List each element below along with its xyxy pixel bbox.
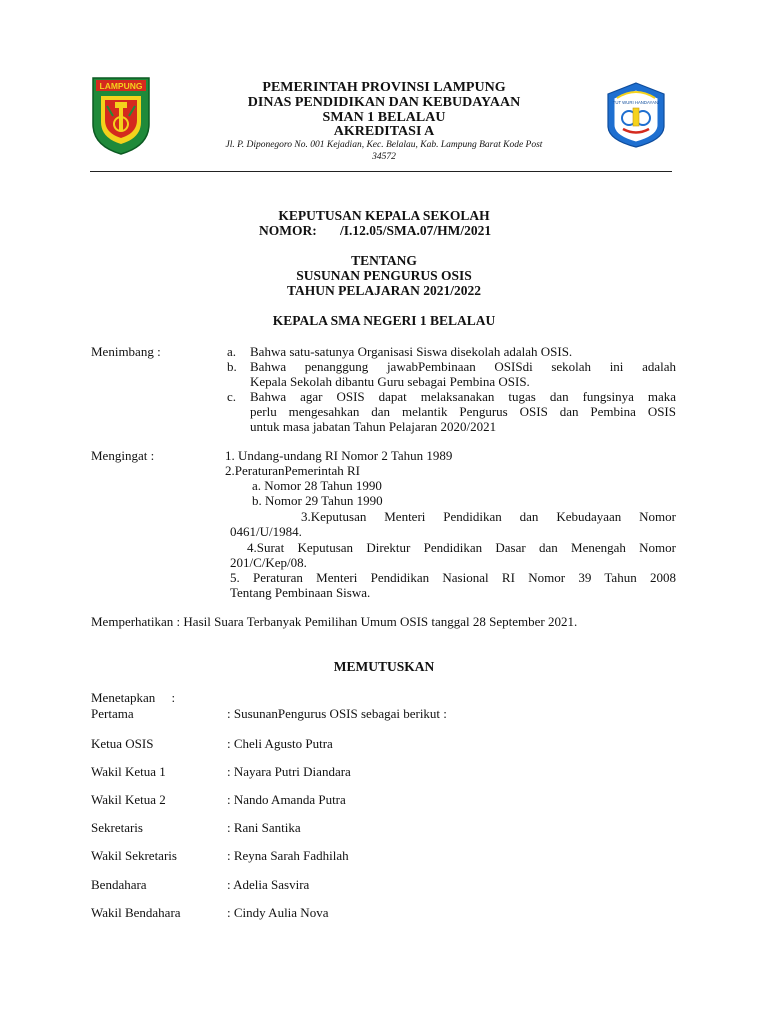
pertama-label: Pertama	[91, 706, 134, 721]
letterhead-school: SMAN 1 BELALAU	[322, 110, 446, 125]
pengurus-role: Wakil Sekretaris	[91, 848, 177, 863]
mengingat-item-2: 2.PeraturanPemerintah RI	[225, 463, 361, 478]
letterhead-divider	[90, 171, 672, 172]
mengingat-item-3-line1: 3.Keputusan Menteri Pendidikan dan Kebudayaan Nomor	[301, 509, 676, 524]
menimbang-c-line3: untuk masa jabatan Tahun Pelajaran 2020/2021	[250, 419, 497, 434]
mengingat-item-4-line2: 201/C/Kep/08.	[230, 555, 307, 570]
menimbang-c-line1: Bahwa agar OSIS dapat melaksanakan tugas dan fungsinya maka	[250, 389, 676, 404]
mengingat-item-2b: b. Nomor 29 Tahun 1990	[252, 493, 383, 508]
pengurus-role: Wakil Ketua 1	[91, 764, 166, 779]
mengingat-item-1: 1. Undang-undang RI Nomor 2 Tahun 1989	[225, 448, 453, 463]
pengurus-name: : Adelia Sasvira	[227, 877, 310, 892]
menimbang-a-mark: a.	[227, 344, 237, 359]
letterhead-agency: DINAS PENDIDIKAN DAN KEBUDAYAAN	[247, 95, 521, 110]
decree-subject: SUSUNAN PENGURUS OSIS	[296, 268, 472, 283]
decree-number-label: NOMOR:	[259, 223, 317, 238]
pertama-value: : SusunanPengurus OSIS sebagai berikut :	[227, 706, 447, 721]
lampung-logo-label: LAMPUNG	[99, 81, 143, 91]
decree-title: KEPUTUSAN KEPALA SEKOLAH	[278, 208, 490, 223]
mengingat-item-4-line1: 4.Surat Keputusan Direktur Pendidikan Dasar dan Menengah Nomor	[247, 540, 676, 555]
tut-wuri-logo-label: TUT WURI HANDAYANI	[612, 100, 660, 105]
pengurus-role: Wakil Ketua 2	[91, 792, 166, 807]
menimbang-label: Menimbang :	[91, 344, 161, 359]
menimbang-c-line2: perlu mengesahkan dan melantik Pengurus OSIS dan Pembina OSIS	[250, 404, 676, 419]
menimbang-b-mark: b.	[227, 359, 237, 374]
mengingat-item-2a: a. Nomor 28 Tahun 1990	[252, 478, 382, 493]
decree-about-heading: TENTANG	[351, 253, 417, 268]
pengurus-name: : Reyna Sarah Fadhilah	[227, 848, 349, 863]
memutuskan-heading: MEMUTUSKAN	[333, 659, 435, 674]
pengurus-role: Sekretaris	[91, 820, 143, 835]
menimbang-c-mark: c.	[227, 389, 237, 404]
pengurus-name: : Rani Santika	[227, 820, 301, 835]
letterhead-address: Jl. P. Diponegoro No. 001 Kejadian, Kec. Belalau, Kab. Lampung Barat Kode Post	[225, 140, 543, 150]
pengurus-name: : Cheli Agusto Putra	[227, 736, 333, 751]
decree-school-year: TAHUN PELAJARAN 2021/2022	[286, 283, 481, 298]
letterhead-postcode: 34572	[372, 152, 396, 162]
letterhead-province: PEMERINTAH PROVINSI LAMPUNG	[262, 80, 506, 95]
menetapkan-label: Menetapkan :	[91, 690, 176, 705]
menimbang-b-line2: Kepala Sekolah dibantu Guru sebagai Pembina OSIS.	[250, 374, 530, 389]
letterhead-accreditation: AKREDITASI A	[333, 124, 435, 139]
mengingat-label: Mengingat :	[91, 448, 155, 463]
pengurus-name: : Nando Amanda Putra	[227, 792, 346, 807]
mengingat-item-5-line2: Tentang Pembinaan Siswa.	[230, 585, 371, 600]
menimbang-a-text: Bahwa satu-satunya Organisasi Siswa disekolah adalah OSIS.	[250, 344, 573, 359]
menimbang-b-line1: Bahwa penanggung jawabPembinaan OSISdi sekolah ini adalah	[250, 359, 676, 374]
mengingat-item-5-line1: 5. Peraturan Menteri Pendidikan Nasional RI Nomor 39 Tahun 2008	[230, 570, 676, 585]
pengurus-name: : Nayara Putri Diandara	[227, 764, 351, 779]
pengurus-name: : Cindy Aulia Nova	[227, 905, 329, 920]
mengingat-item-3-line2: 0461/U/1984.	[230, 524, 302, 539]
memperhatikan-text: Memperhatikan : Hasil Suara Terbanyak Pemilihan Umum OSIS tanggal 28 September 2021.	[91, 614, 578, 629]
pengurus-role: Ketua OSIS	[91, 736, 154, 751]
decree-issuer: KEPALA SMA NEGERI 1 BELALAU	[272, 313, 496, 328]
decree-number: /I.12.05/SMA.07/HM/2021	[340, 223, 492, 238]
pengurus-role: Bendahara	[91, 877, 147, 892]
pengurus-role: Wakil Bendahara	[91, 905, 181, 920]
